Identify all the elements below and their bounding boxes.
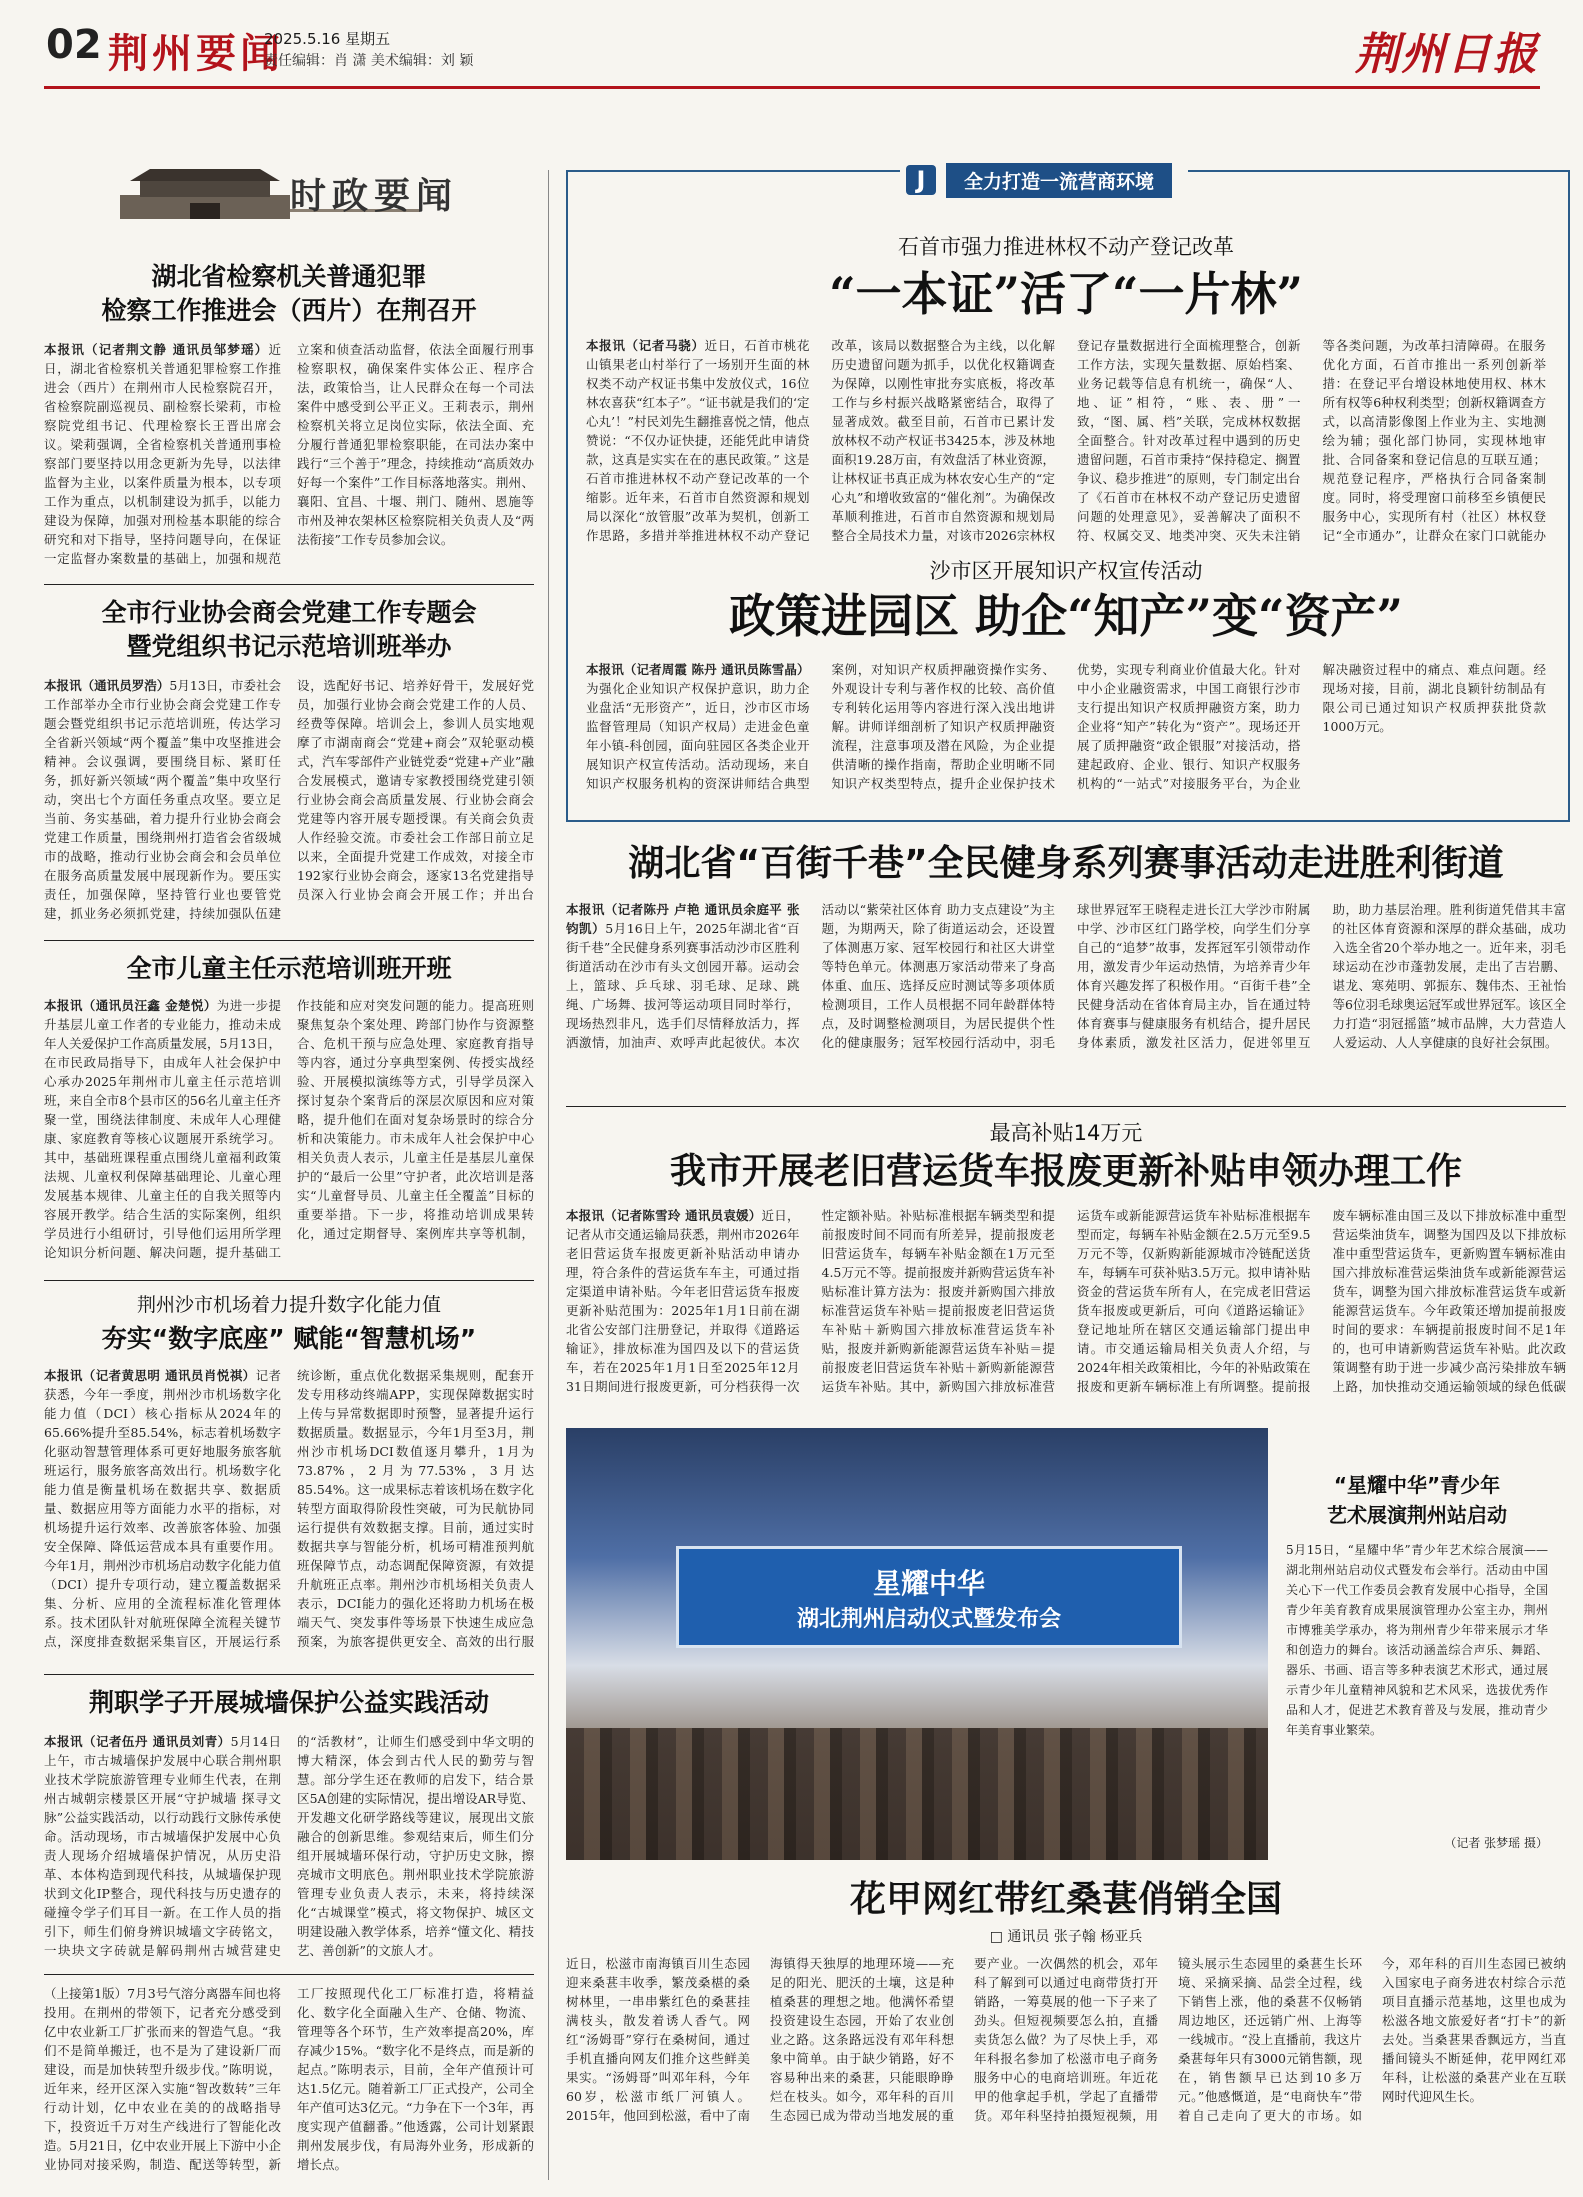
article-body (586, 660, 1546, 810)
article-byline: 本报讯（记者陈雪玲 通讯员袁媛） (566, 1208, 762, 1223)
article-body (44, 1366, 534, 1662)
article-title: “一本证”活了“一片林” (829, 267, 1303, 321)
article-body (44, 340, 534, 572)
audience-crowd (566, 1728, 1268, 1860)
article-body (566, 1954, 1566, 2180)
stage-screen (676, 1546, 1182, 1648)
article-byline: 本报讯（记者周霞 陈丹 通讯员陈雪晶） (586, 662, 810, 677)
article-kicker: 最高补贴14万元 (989, 1121, 1143, 1145)
article-byline: 本报讯（记者陈丹 卢艳 通讯员余庭平 张钧凯） (566, 902, 800, 936)
article-text: 近日，石首市桃花山镇果老山村举行了一场别开生面的林权类不动产权证书集中发放仪式，16位林农喜获“红本子”。“证书就是我们的‘定心丸’！”村民刘先生翻推喜悦之情，他点赞说：“不仅办证快捷，还能凭此申请贷款，这真是实实在在的惠民政策。” 这是石首市推进林权不动产登记改革的一个缩影。近年来，石首市自然资源和规划局以深化“放管服”改革为契机，创新工作思路，多措并举推进林权不动产登记改革，该局以数据整合为主线，以化解历史遗留问题为抓手，以优化权籍调查为保障，以刚性审批夯实底板，将改革工作与乡村振兴战略紧密结合，取得了显著成效。截至目前，石首市已累计发放林权不动产权证书3425本，涉及林地面积19.28万亩，有效盘活了林业资源，让林权证书真正成为林农安心生产的“定心丸”和增收致富的“催化剂”。为确保改革顺利推进，石首市自然资源和规划局整合全局技术力量，对该市2026宗林权登记存量数据进行全面梳理整合，创新工作方法，实现矢量数据、原始档案、业务记载等信息有机统一，确保“人、地、证”相符，“账、表、册”一致，“图、属、档”关联，完成林权数据全面整合。针对改革过程中遇到的历史遗留问题，石首市秉持“保持稳定、搁置争议、稳步推进”的原则，专门制定出台了《石首市在林权不动产登记历史遗留问题的处理意见》，妥善解决了面积不符、权属交叉、地类冲突、灭失未注销等各类问题，为改革扫清障碍。在服务优化方面，石首市推出一系列创新举措：在登记平台增设林地使用权、林木所有权等6种权利类型；创新权籍调查方式，以高清影像图上作业为主、实地测绘为辅；强化部门协同，实现林地审批、合同备案和登记信息的互联互通；规范登记程序，严格执行合同备案制度。同时，将受理窗口前移至乡镇便民服务中心，实现所有村（社区）林权登记“全市通办”，让群众在家门口就能办 (586, 338, 1546, 543)
article-body (44, 676, 534, 928)
feature-tag-label: 全力打造一流营商环境 (946, 163, 1172, 198)
article-title: 湖北省检察机关普通犯罪 检察工作推进会（西片）在荆召开 (101, 262, 477, 325)
article-byline: 本报讯（记者黄思明 通讯员肖悦祺） (44, 1368, 256, 1383)
article-byline: 本报讯（通讯员汪鑫 金楚悦） (44, 998, 217, 1013)
editors-credit: 责任编辑：肖 潇 美术编辑：刘 颖 (264, 53, 474, 69)
article-text: 为进一步提升基层儿童工作者的专业能力，推动未成年人关爱保护工作高质量发展，5月13日，在市民政局指导下，由成年人社会保护中心承办2025年荆州市儿童主任示范培训班，来自全市8个县市区的56名儿童主任齐聚一堂，围绕法律制度、未成年人心理健康、家庭教育等核心议题展开系统学习。其中，基础班课程重点围绕儿童福利政策法规、儿童权利保障基础理论、儿童心理发展基本规律、儿童主任的自我关照等内容展开教学。结合生活的实际案例，组织学员进行小组研讨，引导他们运用所学理论知识分析问题、解决问题，提升基础工作技能和应对突发问题的能力。提高班则聚焦复杂个案处理、跨部门协作与资源整合、危机干预与应急处理、家庭教育指导等内容，通过分享典型案例、传授实战经验、开展模拟演练等方式，引导学员深入探讨复杂个案背后的深层次原因和应对策略，提升他们在面对复杂场景时的综合分析和决策能力。市未成年人社会保护中心相关负责人表示，儿童主任是基层儿童保护的“最后一公里”守护者，此次培训是落实“儿童督导员、儿童主任全覆盖”目标的重要举措。下一步，将推动培训成果转化，通过定期督导、案例库共享等机制， (44, 998, 534, 1260)
event-photo (566, 1428, 1268, 1860)
article-title: 我市开展老旧营运货车报废更新补贴申领办理工作 (669, 1151, 1462, 1192)
photo-caption-title: “星耀中华”青少年 艺术展演荆州站启动 (1327, 1473, 1507, 1527)
article-title: 湖北省“百街千巷”全民健身系列赛事活动走进胜利街道 (628, 843, 1504, 884)
article-text: 5月16日上午，2025年湖北省“百街千巷”全民健身系列赛事活动沙市区胜利街道活动在沙市有头文创园开幕。运动会上，篮球、乒乓球、羽毛球、足球、跳绳、广场舞、拔河等运动项目同时举行，现场热烈非凡，选手们尽情释放活力，挥洒激情，加油声、欢呼声此起彼伏。本次活动以“紫荣社区体育 助力支点建设”为主题，为期两天，除了街道运动会，还设置了体测惠万家、冠军校园行和社区大讲堂等特色单元。体测惠万家活动带来了身高体重、血压、选择反应时测试等多项体质检测项目，工作人员根据不同年龄群体特点，及时调整检测项目，为居民提供个性化的健康服务；冠军校园行活动中，羽毛球世界冠军王晓程走进长江大学沙市附属中学、沙市区红门路学校，向学生们分享自己的“追梦”故事，发挥冠军引领带动作用，激发青少年运动热情，为培养青少年体育兴趣发挥了积极作用。“百街千巷”全民健身活动在省体育局主办，旨在通过特体育赛事与健康服务有机结合，提升居民身体素质，激发社区活力，促进邻里互助，助力基层治理。胜利街道凭借其丰富的社区体育资源和深厚的群众基础，成功入选全省20个举办地之一。近年来，羽毛球运动在沙市蓬勃发展，走出了吉岩鹏、谌龙、寒苑明、郭振东、魏伟杰、王祉怡等6位羽毛球奥运冠军或世界冠军。该区全力打造“羽冠摇篮”城市品牌，大力营造人人爱运动、人人享健康的良好社会氛围。 (566, 902, 1566, 1050)
article-body (44, 1732, 534, 1966)
article-title: 夯实“数字底座” 赋能“智慧机场” (101, 1324, 477, 1353)
article-byline: 本报讯（记者马骁） (586, 338, 705, 353)
article-kicker: 石首市强力推进林权不动产登记改革 (898, 235, 1234, 259)
divider (44, 940, 534, 941)
feature-tag (900, 162, 1188, 198)
divider (44, 1280, 534, 1281)
column-title: 时政要闻 (290, 175, 459, 217)
article-title: 荆职学子开展城墙保护公益实践活动 (88, 1688, 489, 1717)
article-title: 政策进园区 助企“知产”变“资产” (729, 589, 1403, 643)
divider (44, 584, 534, 585)
article-text: 近日，松滋市南海镇百川生态园迎来桑葚丰收季，繁茂桑椹的桑树林里，一串串紫红色的桑葚挂满枝头，散发着诱人香气。网红“汤姆哥”穿行在桑树间，通过手机直播向网友们推介这些鲜美果实。“汤姆哥”叫邓年科，今年60岁，松滋市纸厂河镇人。2015年，他回到松滋，看中了南海镇得天独厚的地理环境——充足的阳光、肥沃的土壤，这是种植桑葚的理想之地。他满怀希望投资建设生态园，开始了农业创业之路。这条路远没有邓年科想象中简单。由于缺少销路，好不容易种出来的桑葚，只能眼睁睁烂在枝头。如今，邓年科的百川生态园已成为带动当地发展的重要产业。一次偶然的机会，邓年科了解到可以通过电商带货打开销路，一筹莫展的他一下子来了劲头。但短视频要怎么拍，直播卖货怎么做？为了尽快上手，邓年科报名参加了松滋市电子商务服务中心的电商培训班。年近花甲的他拿起手机，学起了直播带货。邓年科坚持拍摄短视频，用镜头展示生态园里的桑葚生长环境、采摘采摘、品尝全过程，线下销售上涨，他的桑葚不仅畅销周边地区，还远销广州、上海等一线城市。“没上直播前，我这片桑葚每年只有3000元销售额，现在，销售额早已达到10多万元。”他感慨道，是“电商快车”带着自己走向了更大的市场。如今，邓年科的百川生态园已被纳入国家电子商务进农村综合示范项目直播示范基地，这里也成为松滋各地文旅爱好者“打卡”的新去处。当桑葚果香飘远方，当直播间镜头不断延伸，花甲网红邓年科，让松滋的桑葚产业在互联网时代迎风生长。 (566, 1956, 1566, 2123)
continued-article-body (44, 1984, 534, 2180)
divider (566, 1106, 1566, 1107)
article-body (586, 336, 1546, 548)
column-divider (548, 170, 549, 2180)
article-title: 全市儿童主任示范培训班开班 (126, 954, 452, 983)
page-number: 02 (46, 22, 102, 68)
screen-brand: 星耀中华 (872, 1566, 985, 1600)
article-text: 近日，湖北省检察机关普通犯罪检察工作推进会（西片）在荆州市人民检察院召开，省检察院副巡视员、副检察长梁莉，市检察院党组书记、代理检察长王晋出席会议。梁莉强调，全省检察机关普通刑事检察部门要坚持以用念更新为先导，以法律监督为主业，以案件质量为根本，以专项工作为重点，以机制建设为抓手，以能力建设为保障，加强对刑检基本职能的综合研究和对下指导，坚持问题导向，在保证一定监督办案数量的基础上，加强和规范立案和侦查活动监督，依法全面履行刑事检察职权，确保案件实体公正、程序合法，政策恰当，让人民群众在每一个司法案件中感受到公平正义。王莉表示，荆州检察机关将立足岗位实际，依法全面、充分履行普通犯罪检察职能，在司法办案中践行“三个善于”理念，持续推动“高质效办好每一个案件”工作目标落地落实。荆州、襄阳、宜昌、十堰、荆门、随州、恩施等市州及神农架林区检察院相关负责人及“两法衔接”工作专员参加会议。 (44, 342, 534, 566)
header-rule (44, 86, 1540, 89)
divider (44, 1974, 534, 1975)
article-byline: □ 通讯员 张子翰 杨亚兵 (989, 1929, 1143, 1945)
article-byline: 本报讯（通讯员罗浩） (44, 678, 170, 693)
article-text: （上接第1版）7月3号气溶分离器车间也将投用。在荆州的带领下，记者充分感受到亿中农业新工厂扩张而来的智造气息。“我们不是简单搬迁，也不是为了建设新厂而建设，而是加快转型升级步伐。”陈明说，近年来，经开区深入实施“智改数转”三年行动计划，亿中农业在美的的战略指导下，投资近千万对生产线进行了智能化改造。5月21日，亿中农业开展上下游中小企业协同对接采购，制造、配送等转型，新工厂按照现代化工厂标准打造，将精益化、数字化全面融入生产、仓储、物流、管理等各个环节，生产效率提高20%，库存减少15%。“数字化不是终点，而是新的起点。”陈明表示，目前，全年产值预计可达1.5亿元。随着新工厂正式投产，公司全年产值可达3亿元。“力争在下一个3年，再度实现产值翻番。”他透露，公司计划紧跟荆州发展步伐，有局海外业务，形成新的增长点。 (44, 1986, 534, 2172)
caption-text: 5月15日，“星耀中华”青少年艺术综合展演——湖北荆州站启动仪式暨发布会举行。活动由中国关心下一代工作委员会教育发展中心指导，全国青少年美育教育成果展演管理办公室主办，荆州市博雅美学承办，将为荆州青少年带来展示才华和创造力的舞台。该活动涵盖综合声乐、舞蹈、器乐、书画、语言等多种表演艺术形式，通过展示青少年儿童精神风貌和艺术风采，选拔优秀作品和人才，促进艺术教育普及与发展，推动青少年美育事业繁荣。 (1286, 1543, 1548, 1737)
article-kicker: 荆州沙市机场着力提升数字化能力值 (136, 1294, 441, 1316)
article-body (566, 900, 1566, 1096)
newspaper-logo: 荆州日报 (1355, 29, 1539, 80)
article-text: 记者获悉，今年一季度，荆州沙市机场数字化能力值（DCI）核心指标从2024年的65.66%提升至85.54%，标志着机场数字化驱动智慧管理体系可更好地服务旅客航班运行，服务旅客高效出行。机场数字化能力值是衡量机场在数据共享、数据质量、数据应用等方面能力水平的指标，对机场提升运行效率、改善旅客体验、加强安全保障、降低运营成本具有重要作用。今年1月，荆州沙市机场启动数字化能力值（DCI）提升专项行动，建立覆盖数据采集、分析、应用的全流程标准化管理体系。技术团队针对航班保障全流程关键节点，深度排查数据采集盲区，开展运行系统诊断，重点优化数据采集规则，配套开发专用移动终端APP，实现保障数据实时上传与异常数据即时预警，显著提升运行数据质量。数据显示，今年1月至3月，荆州沙市机场DCI数值逐月攀升，1月为73.87%，2月为77.53%，3月达85.54%。这一成果标志着该机场在数字化转型方面取得阶段性突破，可为民航协同运行提供有效数据支撑。目前，通过实时数据共享与智能分析，机场可精准预判航班保障节点，动态调配保障资源，有效提升航班正点率。荆州沙市机场相关负责人表示，DCI能力的强化还将助力机场在极端天气、突发事件等场景下快速生成应急预案，为旅客提供更安全、高效的出行服 (44, 1368, 534, 1649)
article-text: 5月14日上午，市古城墙保护发展中心联合荆州职业技术学院旅游管理专业师生代表，在荆州古城朝宗楼景区开展“守护城墙 探寻文脉”公益实践活动，以行动践行文脉传承使命。活动现场，市古城墙保护发展中心负责人现场介绍城墙保护情况，从历史沿革、本体构造到现代科技，从城墙保护现状到文化IP整合，现代科技与历史遗存的碰撞令学子们耳目一新。在工作人员的指引下，师生们俯身辨识城墙文字砖铭文，一块块文字砖就是解码荆州古城营建史的“活教材”，让师生们感受到中华文明的博大精深，体会到古代人民的勤劳与智慧。部分学生还在教师的启发下，结合景区5A创建的实际情况，提出增设AR导览、开发趣文化研学路线等建议，展现出文旅融合的创新思维。参观结束后，师生们分组开展城墙环保行动，守护历史文脉，擦亮城市文明底色。荆州职业技术学院旅游管理专业负责人表示，未来，将持续深化“古城课堂”模式，将文物保护、城区文明建设融入教学体系，培养“懂文化、精技艺、善创新”的文旅人才。 (44, 1734, 534, 1958)
divider (44, 1674, 534, 1675)
article-text: 5月13日，市委社会工作部举办全市行业协会商会党建工作专题会暨党组织书记示范培训班，传达学习全省新兴领域“两个覆盖”集中攻坚推进会精神。会议强调，要围绕目标、紧盯任务，抓好新兴领域“两个覆盖”集中攻坚行动，突出七个方面任务重点攻坚。要立足当前、务实基础，着力提升行业协会商会党建工作质量，围绕荆州打造省会省级城市的战略，推动行业协会商会和会员单位在服务高质量发展中展现新作为。要压实责任，加强保障，坚持管行业也要管党建，抓业务必须抓党建，持续加强队伍建设，选配好书记、培养好骨干，发展好党员，加强行业协会商会党建工作的人员、经费等保障。培训会上，参训人员实地观摩了市湖南商会“党建+商会”双轮驱动模式，汽车零部件产业链党委“党建+产业”融合发展模式，邀请专家教授围绕党建引领行业协会商会高质量发展、行业协会商会党建等内容开展专题授课。有关商会负责人作经验交流。市委社会工作部日前立足以来，全面提升党建工作成效，对接全市192家行业协会商会，逐家13名党建指导员深入行业协会商会开展工作；并出台 (44, 678, 534, 921)
article-body (566, 1206, 1566, 1414)
feature-logo-icon: J (906, 165, 936, 195)
article-text: 为强化企业知识产权保护意识，助力企业盘活“无形资产”，近日，沙市区市场监督管理局（知识产权局）走进金色童年小镇-科创园，面向驻园区各类企业开展知识产权宣传活动。活动现场，来自知识产权服务机构的资深讲师结合典型案例，对知识产权质押融资操作实务、外观设计专利与著作权的比较、高价值专利转化运用等内容进行深入浅出地讲解。讲师详细剖析了知识产权质押融资流程，注意事项及潜在风险，为企业提供清晰的操作指南，帮助企业明晰不同知识产权类型特点，提升企业保护技术优势，实现专利商业价值最大化。针对中小企业融资需求，中国工商银行沙市支行提出知识产权质押融资方案，助力企业将“知产”转化为“资产”。现场还开展了质押融资“政企银服”对接活动，搭建起政府、企业、银行、知识产权服务机构的“一站式”对接服务平台，为企业解决融资过程中的痛点、难点问题。经现场对接，目前，湖北良颖针纺制品有限公司已通过知识产权质押获批贷款1000万元。 (586, 662, 1546, 791)
screen-headline: 湖北荆州启动仪式暨发布会 (796, 1606, 1061, 1632)
article-byline: 本报讯（记者荆文静 通讯员邹梦瑶） (44, 342, 269, 357)
photo-credit: （记者 张梦瑶 摄） (1444, 1836, 1548, 1850)
photo-caption-body (1286, 1540, 1548, 1830)
issue-date: 2025.5.16 星期五 (264, 30, 391, 48)
section-name: 荆州要闻 (108, 31, 284, 77)
article-kicker: 沙市区开展知识产权宣传活动 (929, 559, 1203, 583)
article-title: 全市行业协会商会党建工作专题会 暨党组织书记示范培训班举办 (101, 598, 477, 661)
article-text: 近日，记者从市交通运输局获悉，荆州市2026年老旧营运货车报废更新补贴活动申请办理，符合条件的营运货车车主，可通过指定渠道申请补贴。今年老旧营运货车报废更新补贴范围为：2025年1月1日前在湖北省公安部门注册登记，并取得《道路运输证》，排放标准为国四及以下的营运货车，若在2025年1月1日至2025年12月31日期间进行报废更新，可分档获得一次性定额补贴。补贴标准根据车辆类型和提前报废时间不同而有所差异，提前报废老旧营运货车，每辆车补贴金额在1万元至4.5万元不等。提前报废并新购营运货车补贴标准计算方法为：报废并新购国六排放标准营运货车补贴＝提前报废老旧营运货车补贴＋新购国六排放标准营运货车补贴，报废并新购新能源营运货车补贴＝提前报废老旧营运货车补贴＋新购新能源营运货车补贴。其中，新购国六排放标准营运货车或新能源营运货车补贴标准根据车型而定，每辆车补贴金额在2.5万元至9.5万元不等，仅新购新能源城市冷链配送货车，每辆车可获补贴3.5万元。拟申请补贴资金的营运货车所有人，在完成老旧营运货车报废或更新后，可向《道路运输证》登记地址所在辖区交通运输部门提出申请。市交通运输局相关负责人介绍，与2024年相关政策相比，今年的补贴政策在报废和更新车辆标准上有所调整。提前报废车辆标准由国三及以下排放标准中重型营运柴油货车，调整为国四及以下排放标准中重型营运货车，更新购置车辆标准由国六排放标准营运柴油货车或新能源营运货车，调整为国六排放标准营运货车或新能源营运货车。今年政策还增加提前报废时间的要求：车辆提前报废时间不足1年的，也可申请新购营运货车补贴。此次政策调整有助于进一步减少高污染排放车辆上路，加快推动交通运输领域的绿色低碳 (566, 1208, 1566, 1394)
article-title: 花甲网红带红桑葚俏销全国 (849, 1879, 1282, 1920)
article-byline: 本报讯（记者伍丹 通讯员刘青） (44, 1734, 231, 1749)
article-body (44, 996, 534, 1268)
